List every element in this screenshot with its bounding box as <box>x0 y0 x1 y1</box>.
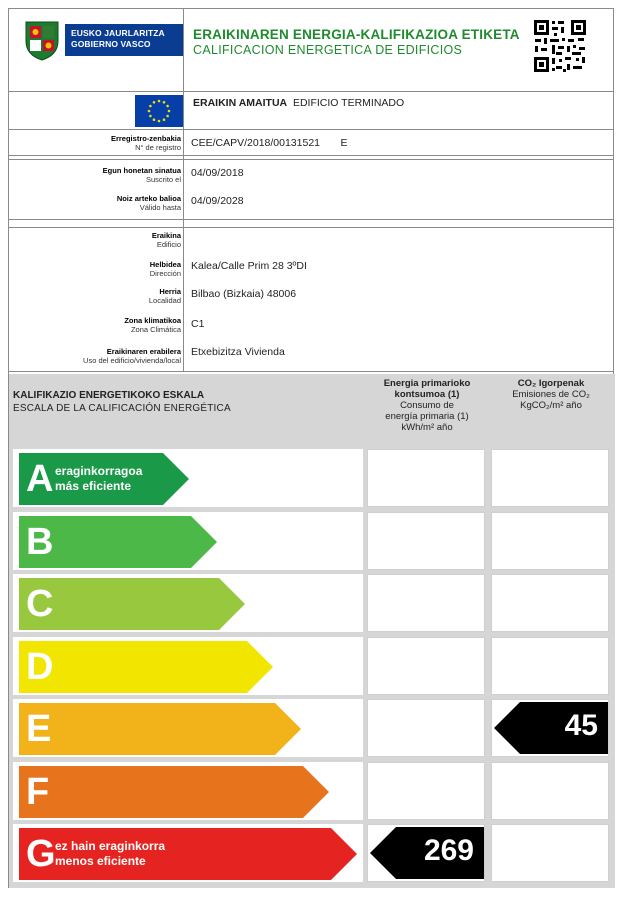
scale-title-basque: KALIFIKAZIO ENERGETIKOKO ESKALA <box>13 390 205 401</box>
address-label: Helbidea Dirección <box>149 260 181 278</box>
signed-date: 04/09/2018 <box>191 167 244 179</box>
primary-energy-cell-f <box>367 762 485 820</box>
building-label: Eraikina Edificio <box>151 231 181 249</box>
basque-government-logo <box>23 19 183 63</box>
climate-zone-label: Zona klimatikoa Zona Climática <box>124 316 181 334</box>
valid-until-date: 04/09/2028 <box>191 195 244 207</box>
co2-column-header: CO₂ Igorpenak Emisiones de CO₂ KgCO₂/m² año <box>512 378 590 411</box>
co2-cell-g <box>491 824 609 882</box>
primary-energy-cell-e <box>367 699 485 757</box>
co2-value: 45 <box>564 709 598 742</box>
registry-label: Erregistro-zenbakia N° de registro <box>110 134 181 152</box>
co2-cell-b <box>491 512 609 570</box>
rating-row-b <box>13 512 363 570</box>
building-use-value: Etxebizitza Vivienda <box>191 346 285 358</box>
primary-energy-cell-b <box>367 512 485 570</box>
building-use-label: Eraikinaren erabilera Uso del edificio/vivienda/local <box>83 347 181 365</box>
rating-letter-c: C <box>26 583 54 625</box>
rating-arrow-f <box>19 766 331 818</box>
co2-cell-f <box>491 762 609 820</box>
rating-letter-b: B <box>26 521 54 563</box>
least-efficient-label: ez hain eraginkorra menos eficiente <box>55 839 166 868</box>
scale-title-spanish: ESCALA DE LA CALIFICACIÓN ENERGÉTICA <box>13 403 231 414</box>
co2-cell-d <box>491 637 609 695</box>
shield-icon <box>23 19 61 61</box>
registry-number: CEE/CAPV/2018/00131521 E <box>191 137 348 149</box>
signed-date-label: Egun honetan sinatua Suscrito el <box>102 166 181 184</box>
logo-wordmark: EUSKO JAURLARITZA GOBIERNO VASCO <box>65 24 183 56</box>
title-basque: ERAIKINAREN ENERGIA-KALIFIKAZIOA ETIKETA <box>193 27 520 42</box>
rating-letter-g: G <box>26 833 56 875</box>
locality-label: Herria Localidad <box>148 287 181 305</box>
rating-letter-e: E <box>26 708 52 750</box>
most-efficient-label: eraginkorragoa más eficiente <box>55 464 143 493</box>
rating-row-e <box>13 699 363 757</box>
primary-energy-cell-d <box>367 637 485 695</box>
primary-energy-value: 269 <box>423 834 474 867</box>
rating-arrow-d <box>19 641 275 693</box>
co2-cell-a <box>491 449 609 507</box>
qr-code-icon <box>532 18 588 74</box>
energy-label <box>8 8 614 888</box>
rating-row-d <box>13 637 363 695</box>
primary-energy-cell-c <box>367 574 485 632</box>
address-value: Kalea/Calle Prim 28 3ºDI <box>191 260 307 272</box>
co2-cell-e <box>491 699 609 757</box>
primary-energy-cell-g <box>367 824 485 882</box>
locality-value: Bilbao (Bizkaia) 48006 <box>191 288 297 300</box>
rating-letter-f: F <box>26 771 50 813</box>
valid-until-label: Noiz arteko balioa Válido hasta <box>116 194 181 212</box>
rating-row-c <box>13 574 363 632</box>
rating-letter-a: A <box>26 458 54 500</box>
title-spanish: CALIFICACION ENERGETICA DE EDIFICIOS <box>193 43 463 57</box>
primary-energy-column-header: Energia primarioko kontsumoa (1) Consumo de energía primaria (1) kWh/m² año <box>383 378 471 433</box>
rating-row-f <box>13 762 363 820</box>
primary-energy-cell-a <box>367 449 485 507</box>
co2-cell-c <box>491 574 609 632</box>
rating-arrow-e <box>19 703 303 755</box>
rating-letter-d: D <box>26 646 54 688</box>
climate-zone-value: C1 <box>191 318 205 330</box>
rating-row-a <box>13 449 363 507</box>
building-status: ERAIKIN AMAITUA EDIFICIO TERMINADO <box>193 97 405 109</box>
rating-row-g <box>13 824 363 882</box>
eu-flag-icon <box>135 95 183 127</box>
